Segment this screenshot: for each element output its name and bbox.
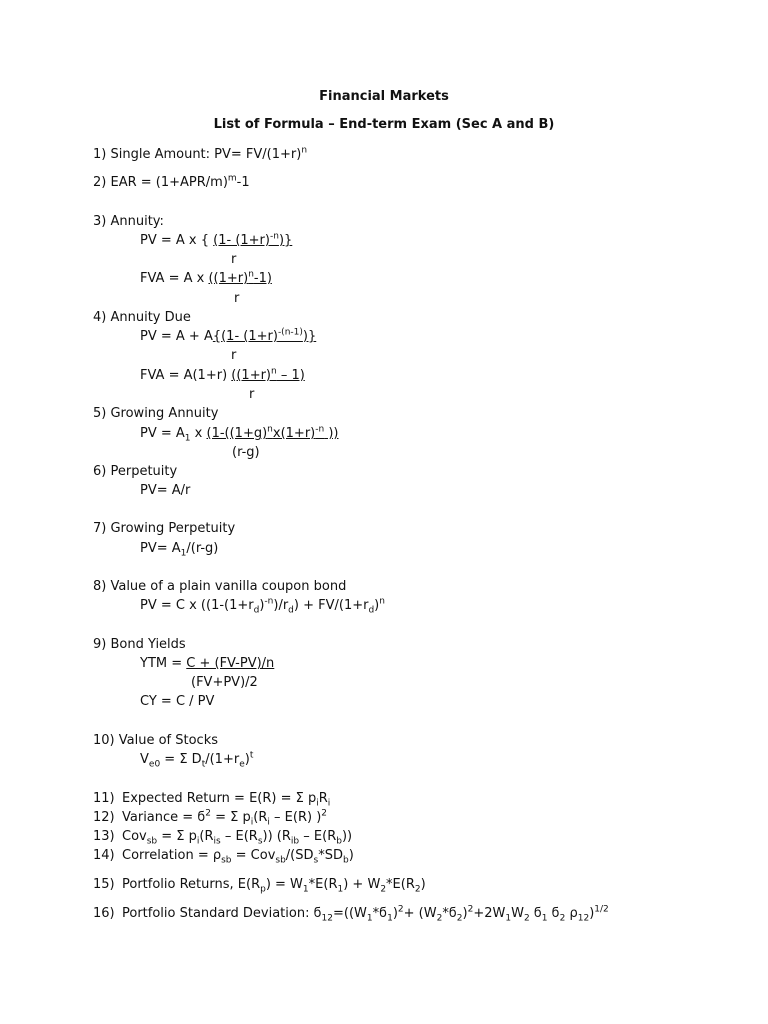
subscript: 2 — [436, 913, 443, 924]
formula-annuity-heading: 3) Annuity: — [93, 214, 164, 229]
superscript: 2 — [467, 904, 474, 915]
subscript: i — [250, 817, 254, 828]
formula-text: = Σ D — [160, 752, 202, 767]
subscript: s — [313, 855, 319, 866]
subscript: 1 — [387, 913, 393, 924]
formula-text: – E(R) ) — [269, 810, 322, 825]
denominator: (r-g) — [232, 445, 260, 460]
formula-text: )) — [324, 426, 339, 441]
formula-text: {(1- (1+r) — [212, 329, 278, 344]
formula-text: Portfolio Standard Deviation: ϭ — [122, 906, 322, 921]
formula-text: )} — [302, 329, 317, 344]
subscript: s — [257, 836, 263, 847]
formula-text: – E(R — [220, 829, 258, 844]
formula-text: ) + FV/(1+r — [293, 598, 369, 613]
formula-text: (1- (1+r) — [213, 233, 270, 248]
formula-text: /(1+r — [205, 752, 240, 767]
formula-text: Portfolio Returns, E(R — [122, 877, 261, 892]
formula-text: = Σ p — [157, 829, 197, 844]
numerator: C + (FV-PV)/n — [186, 656, 275, 671]
superscript: -n — [269, 231, 279, 242]
formula-text: )) — [341, 829, 353, 844]
numerator — [208, 271, 272, 286]
formula-text: PV= A — [140, 541, 181, 556]
formula-text: )) (R — [262, 829, 291, 844]
subscript: 1 — [180, 548, 187, 559]
formula-growing-perpetuity-heading: 7) Growing Perpetuity — [93, 521, 236, 536]
formula-text: Cov — [122, 829, 147, 844]
formula-text: /(SD — [285, 848, 314, 863]
formula-text: YTM = — [140, 656, 187, 671]
formula-expected-return — [93, 791, 330, 807]
superscript: 2 — [205, 808, 212, 819]
formula-text: *SD — [318, 848, 343, 863]
formula-text: ) — [244, 752, 250, 767]
formula-text: ) — [462, 906, 468, 921]
subscript: e — [239, 759, 245, 770]
formula-perpetuity-eq: PV= A/r — [140, 483, 191, 498]
formula-text: (R — [253, 810, 268, 825]
item-number: 14) — [93, 848, 115, 863]
numerator — [213, 233, 292, 248]
denominator: r — [234, 291, 240, 306]
formula-text: Variance = ϭ — [122, 810, 206, 825]
formula-text: V — [140, 752, 149, 767]
formula-single-amount — [93, 147, 307, 163]
subscript: e0 — [148, 759, 161, 770]
subscript: 2 — [559, 913, 566, 924]
formula-text: ) — [259, 598, 265, 613]
superscript: 1/2 — [594, 904, 609, 915]
subscript: 1 — [337, 884, 344, 895]
subscript: 2 — [380, 884, 387, 895]
formula-text: ((1+r) — [208, 271, 249, 286]
formula-text: Expected Return = E(R) = Σ p — [122, 791, 317, 806]
subscript: 1 — [366, 913, 373, 924]
formula-text: -1) — [253, 271, 272, 286]
formula-text: FVA = A x — [140, 271, 209, 286]
subscript: 2 — [456, 913, 463, 924]
subscript: 1 — [302, 884, 309, 895]
formula-annuity-pv — [140, 233, 292, 249]
formula-portfolio-returns — [93, 877, 426, 893]
formula-bond-heading: 8) Value of a plain vanilla coupon bond — [93, 579, 347, 594]
formula-text: = Cov — [231, 848, 276, 863]
subscript: d — [368, 605, 375, 616]
subscript: ib — [290, 836, 300, 847]
formula-text: Correlation = ρ — [122, 848, 222, 863]
subscript: i — [327, 798, 331, 809]
formula-growing-annuity-heading: 5) Growing Annuity — [93, 406, 219, 421]
subscript: 1 — [184, 433, 191, 444]
superscript: -(n-1) — [277, 327, 303, 338]
formula-text: =((W — [333, 906, 367, 921]
subscript: b — [342, 855, 349, 866]
formula-bond-eq — [140, 598, 385, 614]
formula-growing-annuity-pv — [140, 426, 338, 442]
item-number: 12) — [93, 810, 115, 825]
formula-ytm — [140, 656, 274, 672]
formula-perpetuity-heading: 6) Perpetuity — [93, 464, 178, 479]
subscript: b — [336, 836, 342, 847]
formula-text: *E(R — [308, 877, 338, 892]
formula-text: FVA = A(1+r) — [140, 368, 232, 383]
formula-text: -1 — [236, 175, 250, 190]
formula-text: PV = A — [140, 426, 185, 441]
superscript: 2 — [397, 904, 404, 915]
formula-text: PV = C x ((1-(1+r — [140, 598, 254, 613]
superscript: n — [379, 596, 385, 607]
item-number: 13) — [93, 829, 115, 844]
superscript: t — [249, 750, 254, 761]
formula-text: ) — [420, 877, 426, 892]
subscript: p — [260, 884, 266, 895]
numerator — [207, 426, 339, 441]
subscript: 2 — [523, 913, 530, 924]
denominator: r — [231, 252, 237, 267]
formula-text: ) — [348, 848, 354, 863]
formula-text: W — [511, 906, 524, 921]
subscript: d — [288, 605, 294, 616]
formula-annuity-due-pv — [140, 329, 316, 345]
superscript: -n — [264, 596, 274, 607]
superscript: 2 — [321, 808, 328, 819]
formula-current-yield: CY = C / PV — [140, 694, 215, 709]
formula-annuity-due-heading: 4) Annuity Due — [93, 310, 191, 325]
formula-variance — [93, 810, 327, 826]
formula-text: (1-((1+g) — [206, 426, 268, 441]
formula-text: + (W — [403, 906, 437, 921]
formula-text: = Σ p — [211, 810, 251, 825]
formula-text: ρ — [565, 906, 578, 921]
subscript: 1 — [505, 913, 512, 924]
subscript: 2 — [414, 884, 421, 895]
subscript: d — [253, 605, 260, 616]
formula-text: +2W — [473, 906, 506, 921]
subscript: 1 — [541, 913, 548, 924]
formula-text: 1) Single Amount: PV= FV/(1+r) — [93, 147, 302, 162]
superscript: -n — [315, 424, 325, 435]
denominator: r — [231, 348, 237, 363]
formula-text: x(1+r) — [272, 426, 316, 441]
subscript: sb — [146, 836, 158, 847]
formula-ear — [93, 175, 250, 191]
formula-text: ) — [374, 598, 380, 613]
superscript: n — [301, 145, 308, 156]
subscript: i — [196, 836, 200, 847]
subscript: i — [267, 817, 270, 828]
formula-stocks-eq — [140, 752, 253, 768]
formula-text: *ϭ — [442, 906, 457, 921]
formula-bond-yields-heading: 9) Bond Yields — [93, 637, 186, 652]
formula-text: (R — [199, 829, 214, 844]
formula-text: ) = W — [265, 877, 303, 892]
subscript: i — [316, 798, 319, 809]
denominator: (FV+PV)/2 — [191, 675, 258, 690]
numerator — [231, 368, 305, 383]
formula-text: PV = A + A — [140, 329, 213, 344]
formula-text: 2) EAR = (1+APR/m) — [93, 175, 228, 190]
document-title: Financial Markets — [319, 89, 449, 104]
formula-text: ) — [392, 906, 398, 921]
item-number: 11) — [93, 791, 115, 806]
formula-text: R — [318, 791, 328, 806]
formula-text: – 1) — [276, 368, 305, 383]
subscript: sb — [275, 855, 286, 866]
subscript: t — [201, 759, 206, 770]
formula-growing-perpetuity-eq — [140, 541, 218, 557]
formula-text: *ϭ — [372, 906, 388, 921]
formula-text: ) — [589, 906, 595, 921]
subscript: sb — [221, 855, 232, 866]
denominator: r — [249, 387, 255, 402]
superscript: n — [271, 366, 277, 377]
superscript: n — [267, 424, 273, 435]
subscript: 12 — [321, 913, 333, 924]
formula-text: ((1+r) — [231, 368, 272, 383]
numerator — [213, 329, 316, 344]
formula-text: ) + W — [343, 877, 381, 892]
formula-text: PV = A x { — [140, 233, 214, 248]
formula-text: )} — [278, 233, 293, 248]
subscript: 12 — [577, 913, 590, 924]
formula-text: x — [190, 426, 207, 441]
item-number: 16) — [93, 906, 115, 921]
formula-portfolio-std-dev — [93, 906, 609, 922]
formula-annuity-fva — [140, 271, 272, 287]
subscript: is — [213, 836, 221, 847]
formula-text: /(r-g) — [186, 541, 219, 556]
formula-text: *E(R — [386, 877, 415, 892]
formula-text: – E(R — [299, 829, 337, 844]
formula-stocks-heading: 10) Value of Stocks — [93, 733, 218, 748]
formula-text: ϭ — [547, 906, 560, 921]
formula-text: )/r — [273, 598, 289, 613]
document-subtitle: List of Formula – End-term Exam (Sec A and B) — [213, 117, 555, 132]
formula-annuity-due-fva — [140, 368, 305, 384]
superscript: m — [227, 173, 237, 184]
item-number: 15) — [93, 877, 115, 892]
formula-text: ϭ — [529, 906, 542, 921]
formula-covariance — [93, 829, 352, 845]
superscript: n — [248, 269, 254, 280]
formula-correlation — [93, 848, 354, 864]
